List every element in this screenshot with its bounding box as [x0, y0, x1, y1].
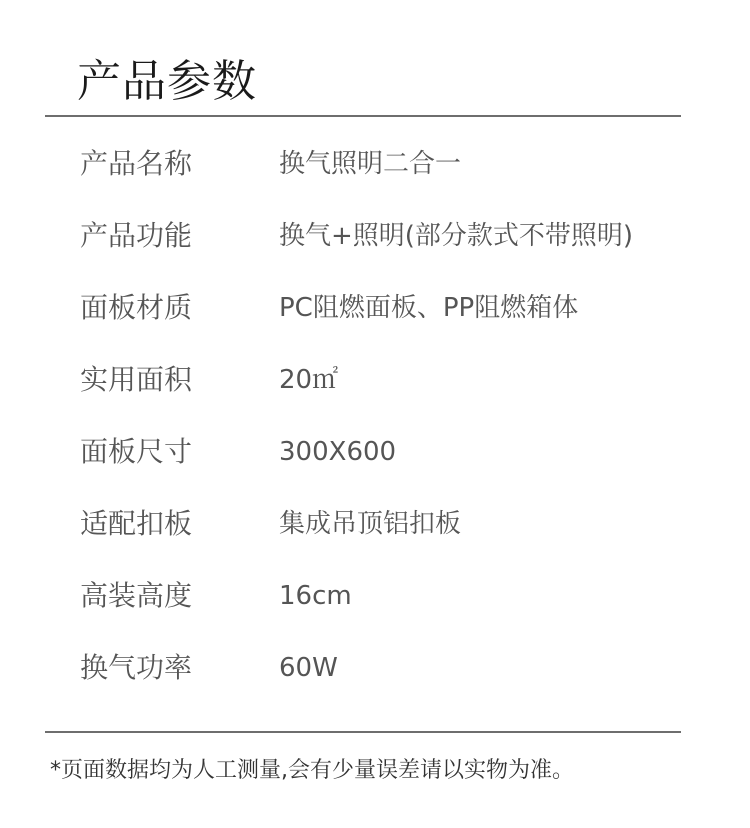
- spec-row: [0, 360, 750, 400]
- spec-row: [0, 216, 750, 256]
- spec-value-install-height: 16cm: [279, 581, 352, 611]
- spec-label-panel-material: 面板材质: [80, 291, 193, 324]
- spec-row: [0, 288, 750, 328]
- spec-label-compatible-panel: 适配扣板: [80, 507, 193, 540]
- footnote: *页面数据均为人工测量,会有少量误差请以实物为准。: [50, 758, 574, 783]
- spec-label-panel-size: 面板尺寸: [80, 435, 193, 468]
- spec-value-product-function: 换气+照明(部分款式不带照明): [279, 221, 634, 251]
- spec-label-ventilation-power: 换气功率: [80, 651, 193, 684]
- spec-value-product-name: 换气照明二合一: [279, 149, 462, 179]
- spec-value-compatible-panel: 集成吊顶铝扣板: [279, 509, 462, 539]
- spec-label-install-height: 高装高度: [80, 579, 193, 612]
- spec-value-panel-size: 300X600: [279, 437, 397, 467]
- spec-row: [0, 144, 750, 184]
- spec-value-usable-area: 20㎡: [279, 365, 339, 395]
- bottom-divider: [45, 731, 681, 733]
- spec-row: [0, 576, 750, 616]
- spec-row: [0, 432, 750, 472]
- spec-label-usable-area: 实用面积: [80, 363, 193, 396]
- spec-value-panel-material: PC阻燃面板、PP阻燃箱体: [279, 293, 579, 323]
- spec-label-product-function: 产品功能: [80, 219, 193, 252]
- spec-label-product-name: 产品名称: [80, 147, 193, 180]
- spec-row: [0, 504, 750, 544]
- spec-row: [0, 648, 750, 688]
- page-title: 产品参数: [77, 56, 257, 108]
- spec-value-ventilation-power: 60W: [279, 653, 338, 683]
